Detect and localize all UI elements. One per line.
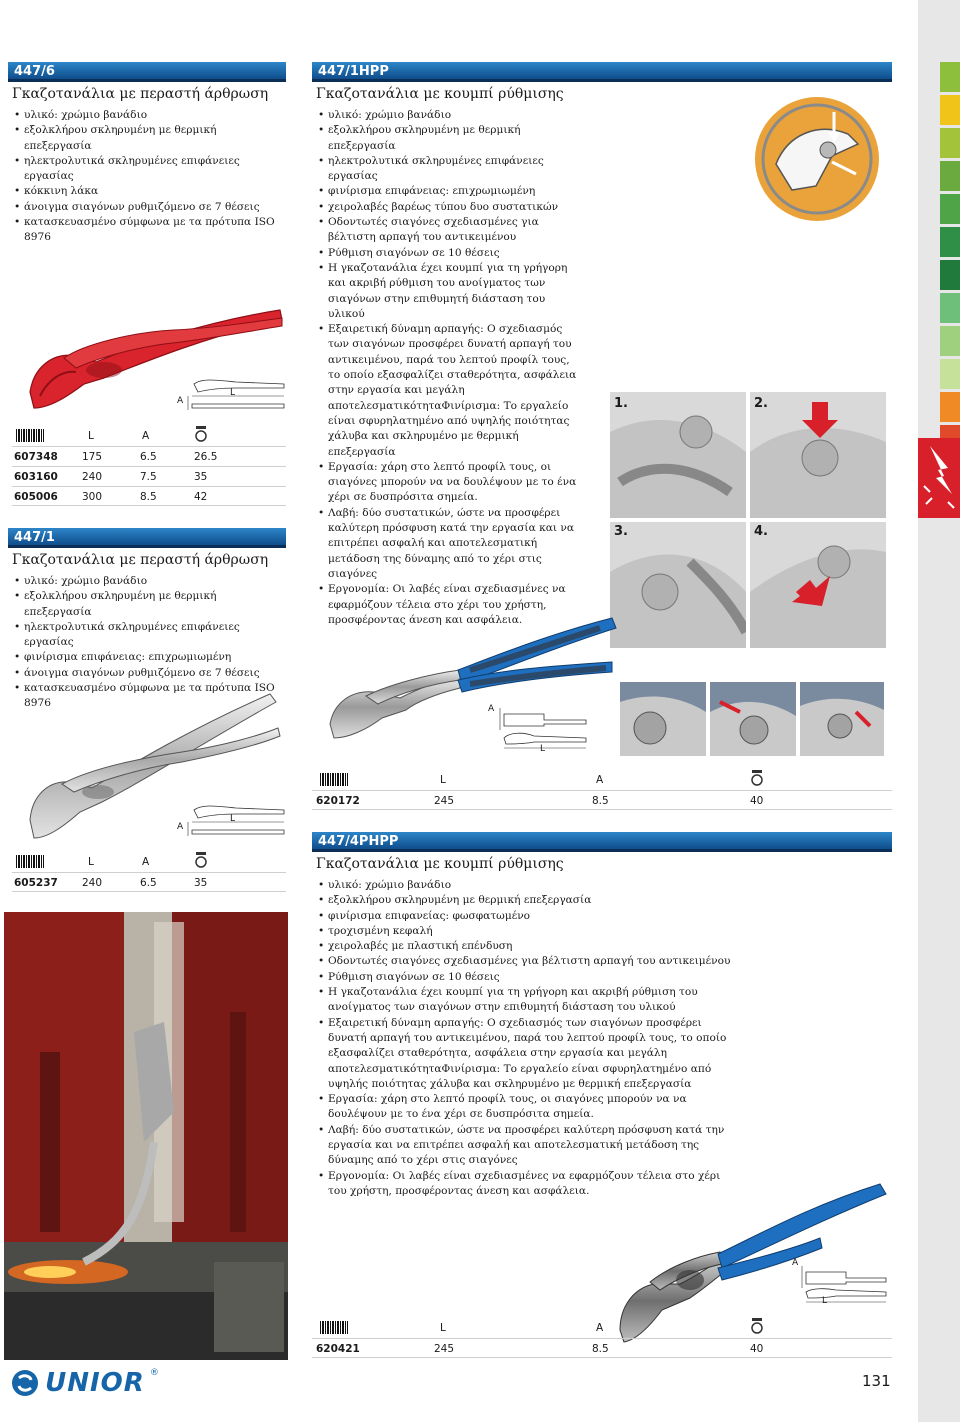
product-section-447-4phpp bbox=[312, 832, 892, 1199]
spec-table-447-4phpp bbox=[312, 1318, 892, 1358]
brand-registered-mark: ® bbox=[149, 1368, 159, 1378]
spec-row bbox=[312, 1338, 892, 1358]
barcode-icon bbox=[16, 855, 44, 868]
feature-item: • Οδοντωτές σιαγόνες σχεδιασμένες για βέλτιστη αρπαγή του αντικειμένου bbox=[318, 215, 578, 246]
step-label: 4. bbox=[754, 524, 768, 539]
feature-item: • εξολκλήρου σκληρυμένη με θερμική επεξεργασία bbox=[318, 123, 578, 154]
spec-header bbox=[312, 770, 892, 790]
feature-item: • υλικό: χρώμιο βανάδιο bbox=[14, 108, 286, 123]
feature-item: • Εργονομία: Οι λαβές είναι σχεδιασμένες να εφαρμόζουν τέλεια στο χέρι του χρήστη, προσφέροντας άνεση και ασφάλεια. bbox=[318, 1169, 736, 1200]
adjust-button-circle-image bbox=[752, 94, 882, 224]
length-value: 240 bbox=[82, 877, 103, 889]
step-image-3 bbox=[610, 522, 746, 648]
product-title: Γκαζοτανάλια με περαστή άρθρωση bbox=[12, 552, 269, 568]
feature-item: • κόκκινη λάκα bbox=[14, 184, 286, 199]
feature-item: • Οδοντωτές σιαγόνες σχεδιασμένες για βέλτιστη αρπαγή του αντικειμένου bbox=[318, 954, 736, 969]
dim-label-l: L bbox=[230, 388, 236, 398]
spec-row bbox=[12, 446, 286, 466]
spec-table-447-1hpp bbox=[312, 770, 892, 810]
article-code: 620421 bbox=[316, 1343, 360, 1355]
ring-icon bbox=[192, 426, 210, 442]
feature-item: • Εξαιρετική δύναμη αρπαγής: Ο σχεδιασμός των σιαγόνων προσφέρει δυνατή αρπαγή του αντικειμένου, παρά του λεπτού προφίλ τους, το οποίο εξασφαλίζει σταθερότητα, ασφάλεια στην εργασία και μεγάλη αποτελεσματικότηταΦινίρισμα: Το εργαλείο είναι σφυρηλατημένο από υψηλής ποιότητας χάλυβα και σκληρυμένο με θερμική επεξεργασία bbox=[318, 1016, 736, 1092]
product-code-bar: 447/4PHPP bbox=[312, 832, 892, 852]
feature-item: • Εργασία: χάρη στο λεπτό προφίλ τους, οι σιαγόνες μπορούν να να δουλέψουν με το ένα χέρι σε δυσπρόσιτα σημεία. bbox=[318, 1092, 736, 1123]
product-section-447-6 bbox=[8, 62, 286, 246]
feature-item: • άνοιγμα σιαγόνων ρυθμιζόμενο σε 7 θέσεις bbox=[14, 200, 286, 215]
unior-logo-icon bbox=[10, 1368, 40, 1398]
feature-item: • εξολκλήρου σκληρυμένη με θερμική επεξεργασία bbox=[14, 589, 286, 620]
opening-value: 6.5 bbox=[140, 451, 157, 463]
chapter-tab[interactable] bbox=[940, 161, 960, 191]
barcode-icon bbox=[320, 1321, 348, 1334]
dimension-diagram bbox=[796, 1262, 892, 1306]
feature-item: • κατασκευασμένο σύμφωνα με τα πρότυπα ISO 8976 bbox=[14, 681, 286, 712]
feature-item: • ηλεκτρολυτικά σκληρυμένες επιφάνειες εργασίας bbox=[14, 154, 286, 185]
feature-item: • υλικό: χρώμιο βανάδιο bbox=[14, 574, 286, 589]
product-title: Γκαζοτανάλια με κουμπί ρύθμισης bbox=[316, 856, 564, 872]
length-value: 175 bbox=[82, 451, 103, 463]
feature-item: • Εργονομία: Οι λαβές είναι σχεδιασμένες να εφαρμόζουν τέλεια στο χέρι του χρήστη, προσφέροντας άνεση και ασφάλεια. bbox=[318, 582, 578, 628]
feature-item: • τροχισμένη κεφαλή bbox=[318, 924, 736, 939]
spec-header bbox=[312, 1318, 892, 1338]
capacity-value: 35 bbox=[194, 471, 208, 483]
spec-table-447-6 bbox=[12, 426, 286, 506]
ring-icon bbox=[192, 852, 210, 868]
article-code: 620172 bbox=[316, 795, 360, 807]
step-image-1 bbox=[610, 392, 746, 518]
opening-value: 6.5 bbox=[140, 877, 157, 889]
opening-value: 7.5 bbox=[140, 471, 157, 483]
length-value: 300 bbox=[82, 491, 103, 503]
detail-photo-3 bbox=[800, 682, 884, 756]
article-code: 605006 bbox=[14, 491, 58, 503]
feature-item: • υλικό: χρώμιο βανάδιο bbox=[318, 878, 736, 893]
feature-item: • χειρολαβές βαρέως τύπου δυο συστατικών bbox=[318, 200, 578, 215]
chapter-tab[interactable] bbox=[940, 326, 960, 356]
feature-item: • Εργασία: χάρη στο λεπτό προφίλ τους, οι σιαγόνες μπορούν να να δουλέψουν με το ένα χέρι σε δυσπρόσιτα σημεία. bbox=[318, 460, 578, 506]
step-label: 2. bbox=[754, 396, 768, 411]
chapter-tab[interactable] bbox=[940, 95, 960, 125]
feature-item: • υλικό: χρώμιο βανάδιο bbox=[318, 108, 578, 123]
product-code-bar: 447/1HPP bbox=[312, 62, 892, 82]
chapter-tab[interactable] bbox=[940, 227, 960, 257]
article-code: 607348 bbox=[14, 451, 58, 463]
feature-item: • Εξαιρετική δύναμη αρπαγής: Ο σχεδιασμός των σιαγόνων προσφέρει δυνατή αρπαγή του αντικειμένου, παρά του λεπτού προφίλ τους, το οποίο εξασφαλίζει σταθερότητα, ασφάλεια στην εργασία και μεγάλη αποτελεσματικότηταΦινίρισμα: Το εργαλείο είναι σφυρηλατημένο από υψηλής ποιότητας χάλυβα και σκληρυμένο με θερμική επεξεργασία bbox=[318, 322, 578, 460]
feature-item: • Η γκαζοτανάλια έχει κουμπί για τη γρήγορη και ακριβή ρύθμιση του ανοίγματος των σιαγόνων στην επιθυμητή διάσταση του υλικού bbox=[318, 261, 578, 322]
col-l-header: L bbox=[88, 856, 94, 868]
dim-label-a: A bbox=[488, 704, 495, 714]
spec-row bbox=[12, 486, 286, 506]
barcode-icon bbox=[320, 773, 348, 786]
col-a-header: A bbox=[596, 1322, 604, 1334]
opening-value: 8.5 bbox=[592, 795, 609, 807]
product-code-bar: 447/6 bbox=[8, 62, 286, 82]
capacity-value: 26.5 bbox=[194, 451, 218, 463]
col-a-header: A bbox=[142, 856, 150, 868]
chapter-tab[interactable] bbox=[940, 194, 960, 224]
step-label: 1. bbox=[614, 396, 628, 411]
spec-row bbox=[312, 790, 892, 810]
feature-item: • φινίρισμα επιφάνειας: επιχρωμιωμένη bbox=[318, 184, 578, 199]
unior-logo[interactable] bbox=[10, 1368, 159, 1398]
feature-item: • φινίρισμα επιφανείας: φωσφατωμένο bbox=[318, 909, 736, 924]
feature-item: • Η γκαζοτανάλια έχει κουμπί για τη γρήγορη και ακριβή ρύθμιση του ανοίγματος των σιαγόνων στην επιθυμητή διάσταση του υλικού bbox=[318, 985, 736, 1016]
article-code: 603160 bbox=[14, 471, 58, 483]
spec-header bbox=[12, 852, 286, 872]
dim-label-l: L bbox=[230, 814, 236, 824]
feature-list bbox=[8, 108, 286, 246]
dim-label-a: A bbox=[177, 822, 184, 832]
feature-item: • εξολκλήρου σκληρυμένη με θερμική επεξεργασία bbox=[14, 123, 286, 154]
product-title: Γκαζοτανάλια με κουμπί ρύθμισης bbox=[316, 86, 564, 102]
length-value: 245 bbox=[434, 795, 455, 807]
chapter-tab[interactable] bbox=[940, 128, 960, 158]
product-title: Γκαζοτανάλια με περαστή άρθρωση bbox=[12, 86, 269, 102]
detail-photo-1 bbox=[620, 682, 706, 756]
capacity-value: 40 bbox=[750, 795, 764, 807]
feature-item: • χειρολαβές με πλαστική επένδυση bbox=[318, 939, 736, 954]
step-image-4 bbox=[750, 522, 886, 648]
opening-value: 8.5 bbox=[140, 491, 157, 503]
page-number: 131 bbox=[862, 1372, 891, 1390]
col-l-header: L bbox=[440, 774, 446, 786]
dim-label-l: L bbox=[822, 1296, 828, 1306]
length-value: 245 bbox=[434, 1343, 455, 1355]
feature-item: • Ρύθμιση σιαγόνων σε 10 θέσεις bbox=[318, 246, 578, 261]
feature-item: • ηλεκτρολυτικά σκληρυμένες επιφάνειες εργασίας bbox=[318, 154, 578, 185]
chapter-tab[interactable] bbox=[940, 293, 960, 323]
feature-item: • φινίρισμα επιφάνειας: επιχρωμιωμένη bbox=[14, 650, 286, 665]
capacity-value: 40 bbox=[750, 1343, 764, 1355]
feature-item: • ηλεκτρολυτικά σκληρυμένες επιφάνειες εργασίας bbox=[14, 620, 286, 651]
feature-item: • Ρύθμιση σιαγόνων σε 10 θέσεις bbox=[318, 970, 736, 985]
feature-item: • κατασκευασμένο σύμφωνα με τα πρότυπα ISO 8976 bbox=[14, 215, 286, 246]
col-l-header: L bbox=[88, 430, 94, 442]
detail-photo-2 bbox=[710, 682, 796, 756]
product-section-447-1 bbox=[8, 528, 286, 712]
chapter-tab[interactable] bbox=[940, 62, 960, 92]
col-a-header: A bbox=[596, 774, 604, 786]
barcode-icon bbox=[16, 429, 44, 442]
chapter-tab[interactable] bbox=[940, 359, 960, 389]
feature-list bbox=[312, 878, 736, 1199]
col-a-header: A bbox=[142, 430, 150, 442]
capacity-value: 35 bbox=[194, 877, 208, 889]
length-value: 240 bbox=[82, 471, 103, 483]
step-image-2 bbox=[750, 392, 886, 518]
chapter-tab[interactable] bbox=[940, 260, 960, 290]
ring-icon bbox=[748, 1318, 766, 1334]
opening-value: 8.5 bbox=[592, 1343, 609, 1355]
dim-label-a: A bbox=[792, 1258, 799, 1268]
dim-label-a: A bbox=[177, 396, 184, 406]
col-l-header: L bbox=[440, 1322, 446, 1334]
chapter-tab[interactable] bbox=[940, 392, 960, 422]
product-code-bar: 447/1 bbox=[8, 528, 286, 548]
feature-item: • Λαβή: δύο συστατικών, ώστε να προσφέρει καλύτερη πρόσφυση κατά την εργασία και να επιτρέπει ασφαλή και αποτελεσματική μετάδοση της δύναμης από το χέρι στις σιαγόνες bbox=[318, 506, 578, 582]
chapter-tabs bbox=[940, 62, 960, 491]
feature-list bbox=[312, 108, 578, 628]
spec-row bbox=[12, 466, 286, 486]
feature-item: • εξολκλήρου σκληρυμένη με θερμική επεξεργασία bbox=[318, 893, 736, 908]
step-label: 3. bbox=[614, 524, 628, 539]
workshop-photo bbox=[4, 912, 288, 1360]
spec-header bbox=[12, 426, 286, 446]
spec-row bbox=[12, 872, 286, 892]
brand-name: UNIOR bbox=[45, 1368, 145, 1398]
ring-icon bbox=[748, 770, 766, 786]
spec-table-447-1 bbox=[12, 852, 286, 892]
flash-warning-icon bbox=[918, 438, 960, 518]
dim-label-l: L bbox=[540, 744, 546, 754]
article-code: 605237 bbox=[14, 877, 58, 889]
capacity-value: 42 bbox=[194, 491, 208, 503]
feature-item: • Λαβή: δύο συστατικών, ώστε να προσφέρει καλύτερη πρόσφυση κατά την εργασία και να επιτρέπει ασφαλή και αποτελεσματική μετάδοση της δύναμης από το χέρι στις σιαγόνες bbox=[318, 1123, 736, 1169]
feature-item: • άνοιγμα σιαγόνων ρυθμιζόμενο σε 7 θέσεις bbox=[14, 666, 286, 681]
